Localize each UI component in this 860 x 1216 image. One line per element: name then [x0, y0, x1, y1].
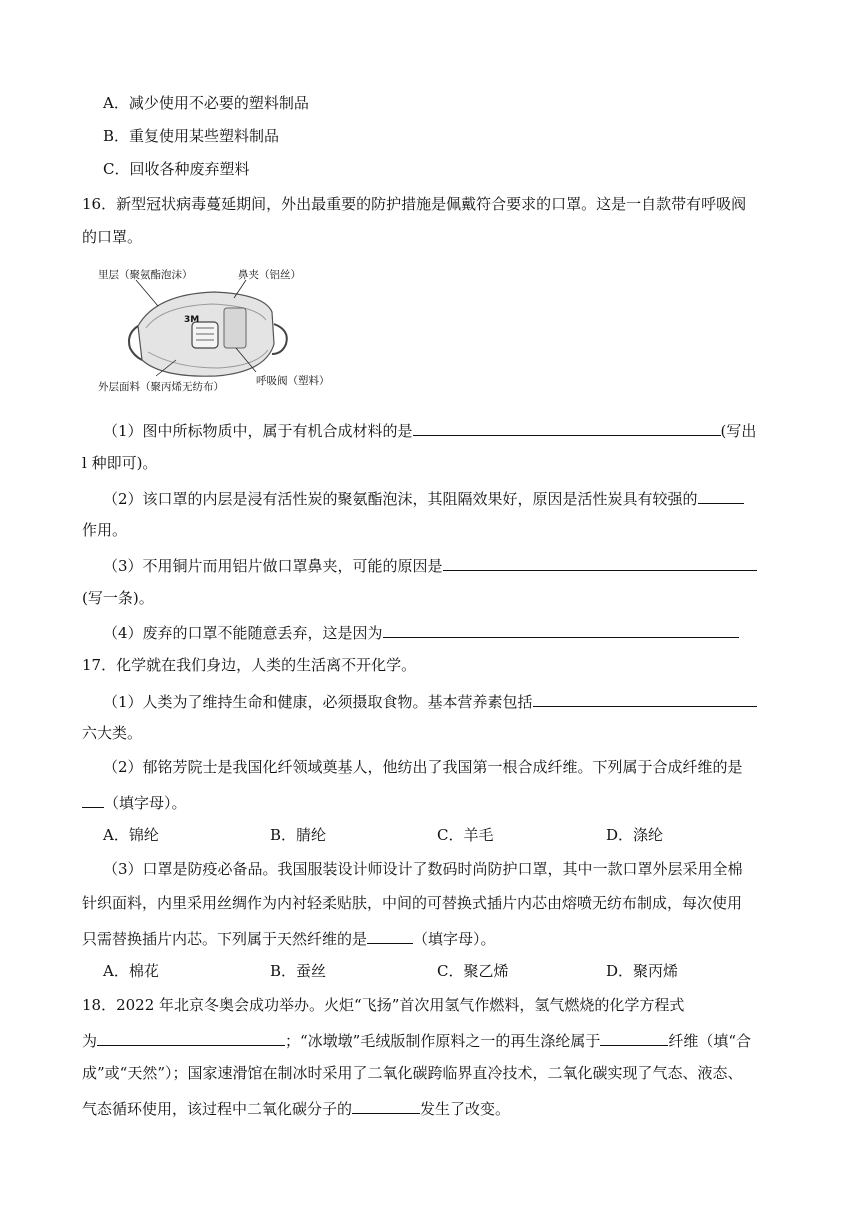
q18-line3: 成”或“天然”）；国家速滑馆在制冰时采用了二氧化碳跨临界直冷技术，二氧化碳实现了气态、液态、	[82, 1064, 743, 1082]
q18-line2-text-b: ；“冰墩墩”毛绒版制作原料之一的再生涤纶属于	[285, 1032, 601, 1050]
q17-part1-blank[interactable]	[533, 690, 757, 707]
q17-part1-cont: 六大类。	[82, 724, 143, 742]
q17-option-d1: D．涤纶	[606, 826, 664, 844]
q16-part3-text: （3）不用铜片而用铝片做口罩鼻夹，可能的原因是	[103, 557, 443, 575]
q16-stem-line1: 16．新型冠状病毒蔓延期间，外出最重要的防护措施是佩戴符合要求的口罩。这是一自款带有呼吸阀	[82, 195, 747, 213]
q15-option-c: C．回收各种废弃塑料	[103, 160, 250, 178]
q16-part4	[103, 621, 739, 643]
label-nose-clip: 鼻夹（铝丝）	[238, 269, 301, 281]
q18-line2-text-c: 纤维（填“合	[668, 1032, 752, 1050]
q17-part3-line2: 针织面料，内里采用丝绸作为内衬轻柔贴肤，中间的可替换式插片内芯由熔喷无纺布制成，每次使用	[82, 894, 743, 912]
q18-line2-text-a: 为	[82, 1032, 98, 1050]
q17-stem: 17．化学就在我们身边，人类的生活离不开化学。	[82, 656, 417, 674]
q17-part2-cont	[82, 791, 187, 813]
q16-part3-cont: (写一条)。	[82, 589, 154, 607]
q17-part2-hint: （填字母）。	[104, 794, 187, 812]
q15-option-a: A．减少使用不必要的塑料制品	[103, 94, 309, 112]
q17-part3-line1: （3）口罩是防疫必备品。我国服装设计师设计了数码时尚防护口罩，其中一款口罩外层采用全棉	[103, 860, 743, 878]
q17-part3-hint: （填字母）。	[413, 930, 496, 948]
q17-option-b1: B．腈纶	[270, 826, 327, 844]
q17-option-a1: A．锦纶	[103, 826, 159, 844]
mask-diagram	[96, 264, 332, 394]
q18-fiber-blank[interactable]	[600, 1029, 668, 1046]
q16-part2-text: （2）该口罩的内层是浸有活性炭的聚氨酯泡沫，其阻隔效果好，原因是活性炭具有较强的	[103, 490, 698, 508]
label-outer-layer: 外层面料（聚丙烯无纺布）	[98, 381, 224, 393]
q17-option-d2: D．聚丙烯	[606, 962, 679, 980]
q16-part2	[103, 487, 744, 509]
q17-part3-blank[interactable]	[367, 927, 413, 944]
label-valve: 呼吸阀（塑料）	[256, 375, 330, 387]
q17-option-a2: A．棉花	[103, 962, 159, 980]
q16-part4-blank[interactable]	[383, 621, 739, 638]
q16-stem-line2: 的口罩。	[82, 228, 143, 246]
q15-option-b: B．重复使用某些塑料制品	[103, 127, 280, 145]
q18-line2	[82, 1029, 751, 1051]
q16-part3	[103, 554, 757, 576]
q16-part1-cont: l 种即可)。	[82, 454, 158, 472]
q17-part2-blank[interactable]	[82, 791, 104, 808]
q16-part1-blank[interactable]	[413, 419, 721, 436]
q16-part1-hint: (写出	[720, 422, 757, 440]
q17-part3-text: 只需替换插片内芯。下列属于天然纤维的是	[82, 930, 368, 948]
q16-part3-blank[interactable]	[443, 554, 757, 571]
q16-part1	[103, 419, 756, 441]
q16-part1-text: （1）图中所标物质中，属于有机合成材料的是	[103, 422, 413, 440]
q18-molecule-blank[interactable]	[352, 1097, 420, 1114]
q18-line4-text-a: 气态循环使用，该过程中二氧化碳分子的	[82, 1100, 353, 1118]
q16-part2-cont: 作用。	[82, 521, 128, 539]
q17-part2: （2）郁铭芳院士是我国化纤领域奠基人，他纺出了我国第一根合成纤维。下列属于合成纤维的是	[103, 758, 743, 776]
q17-option-c1: C．羊毛	[437, 826, 494, 844]
q16-part4-text: （4）废弃的口罩不能随意丢弃，这是因为	[103, 624, 383, 642]
q18-line4-text-b: 发生了改变。	[420, 1100, 511, 1118]
q17-option-b2: B．蚕丝	[270, 962, 327, 980]
mask-brand-mark: 3M	[184, 315, 200, 325]
q18-line1: 18．2022 年北京冬奥会成功举办。火炬“飞扬”首次用氢气作燃料，氢气燃烧的化学方程式	[82, 996, 685, 1014]
q18-line4	[82, 1097, 510, 1119]
q17-option-c2: C．聚乙烯	[437, 962, 509, 980]
q17-part3-line3	[82, 927, 496, 949]
q16-part2-blank[interactable]	[698, 487, 744, 504]
q17-part1-text: （1）人类为了维持生命和健康，必须摄取食物。基本营养素包括	[103, 693, 533, 711]
label-inner-layer: 里层（聚氨酯泡沫）	[98, 269, 193, 281]
q17-part1	[103, 690, 757, 712]
q18-equation-blank[interactable]	[97, 1029, 285, 1046]
